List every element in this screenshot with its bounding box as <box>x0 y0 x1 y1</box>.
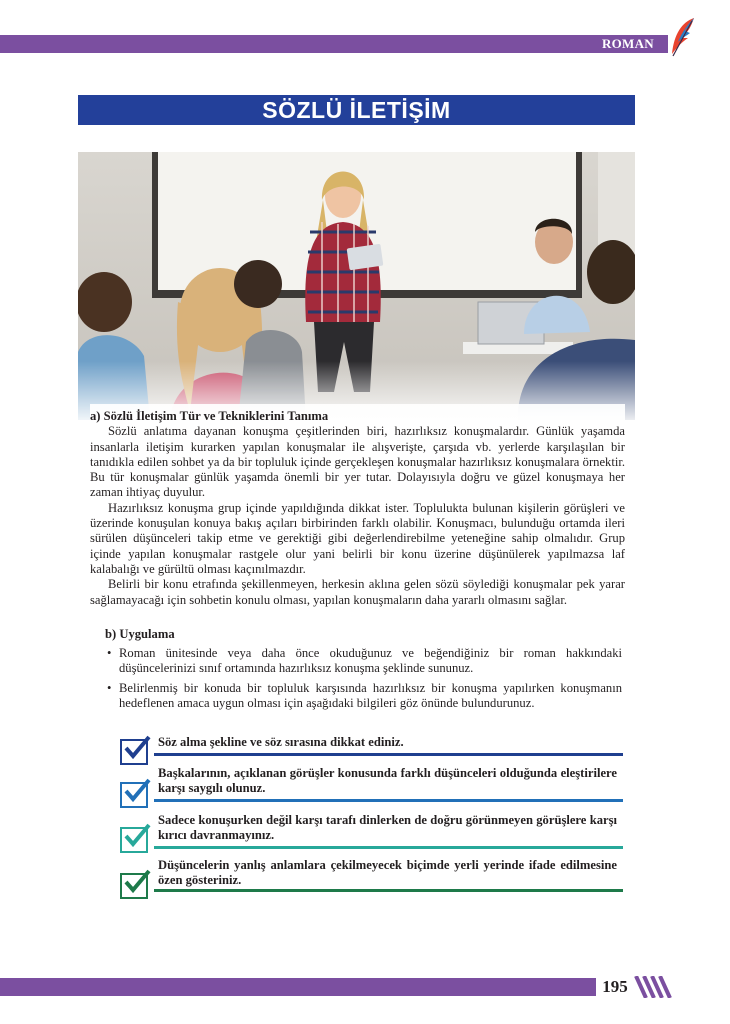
checkbox-check-icon <box>120 873 148 899</box>
bullet-symbol: • <box>107 646 112 660</box>
bullet-symbol: • <box>107 680 112 695</box>
header-bar <box>0 35 668 53</box>
feather-quill-icon <box>668 16 698 60</box>
checkbox-check-icon <box>120 739 148 765</box>
paragraph: Sözlü anlatıma dayanan konuşma çeşitlerinden biri, hazırlıksız konuşmalardır. Günlük yaşamda insanlarla iletişim kurarken yapılan konuşmalar ile alışverişte, çarşıda vb. yerlerde karşılaşılan bir tanıdıkla edilen sohbet ya da bir topluluk içinde gerçekleşen konuşmalar hazırlıksız konuşmalara örnektir. Bu tür konuşmalar günlük yaşamda önemli bir yer tutar. Dolayısıyla doğru ve güzel konuşmaya her zaman ihtiyaç duyulur. <box>90 424 625 500</box>
tip-underline <box>154 799 623 802</box>
tip-underline <box>154 889 623 892</box>
footer-bar <box>0 978 596 996</box>
checkbox-check-icon <box>120 782 148 808</box>
tip-text: Söz alma şekline ve söz sırasına dikkat ediniz. <box>158 735 404 749</box>
tip-text: Başkalarının, açıklanan görüşler konusunda farklı düşünceleri olduğunda eleştirilere karşı saygılı olunuz. <box>158 766 617 796</box>
footer-stripes-decoration <box>634 976 674 998</box>
checkbox-check-icon <box>120 827 148 853</box>
tip-underline <box>154 846 623 849</box>
section-label: ROMAN <box>601 36 654 51</box>
paragraph: Belirli bir konu etrafında şekillenmeyen, herkesin aklına gelen sözü söylediği konuşmalar pek yarar sağlamayacağı için sohbetin konulu olması, yapılan konuşmaların daha yararlı olmasını sağlar. <box>90 577 625 607</box>
section-a <box>90 404 625 608</box>
tip-underline <box>154 753 623 756</box>
bullet-text: Roman ünitesinde veya daha önce okuduğunuz ve beğendiğiniz bir roman hakkındaki düşüncelerinizi sınıf ortamında hazırlıksız konuşma şeklinde sununuz. <box>119 646 622 676</box>
tip-item <box>118 766 623 808</box>
tip-text: Düşüncelerin yanlış anlamlara çekilmeyecek biçimde yerli yerinde ifade edilmesine özen gösteriniz. <box>158 858 617 888</box>
bullet-text: Belirlenmiş bir konuda bir topluluk karşısında hazırlıksız bir konuşma yapılırken konuşmanın hedeflenen amaca uygun olması için aşağıdaki bilgileri göz önünde bulundurunuz. <box>119 680 622 710</box>
section-b-bullet-list <box>105 646 622 715</box>
page-number: 195 <box>596 976 634 998</box>
section-a-heading: a) Sözlü İletişim Tür ve Tekniklerini Tanıma <box>90 409 329 423</box>
title-band <box>78 95 635 125</box>
section-b-heading: b) Uygulama <box>105 627 175 641</box>
classroom-presentation-photo <box>78 152 635 420</box>
bullet-item <box>105 681 622 712</box>
bullet-item <box>105 646 622 677</box>
tip-item <box>118 729 623 765</box>
tip-text: Sadece konuşurken değil karşı tarafı dinlerken de doğru görünmeyen görüşlere karşı kırıcı davranmayınız. <box>158 813 617 843</box>
tip-item <box>118 856 623 900</box>
paragraph: Hazırlıksız konuşma grup içinde yapıldığında dikkat ister. Toplulukta bulunan kişilerin görüşleri ve üzerinde konuşulan konuya bakış açıları birbirinden farklı olabilir. Konuşmacı, bulunduğu ortamda ileri sürülen düşünceleri takip etme ve gerektiği gibi değerlendirebilme yeteneğine sahip olmalıdır. Grup içinde yapılan konuşmalar rastgele olur yani belirli bir konu üzerine düşünülerek yapılmazsa laf kalabalığı ve gürültü olması kaçınılmazdır. <box>90 500 625 576</box>
page-title: SÖZLÜ İLETİŞİM <box>262 97 451 123</box>
tip-item <box>118 811 623 855</box>
